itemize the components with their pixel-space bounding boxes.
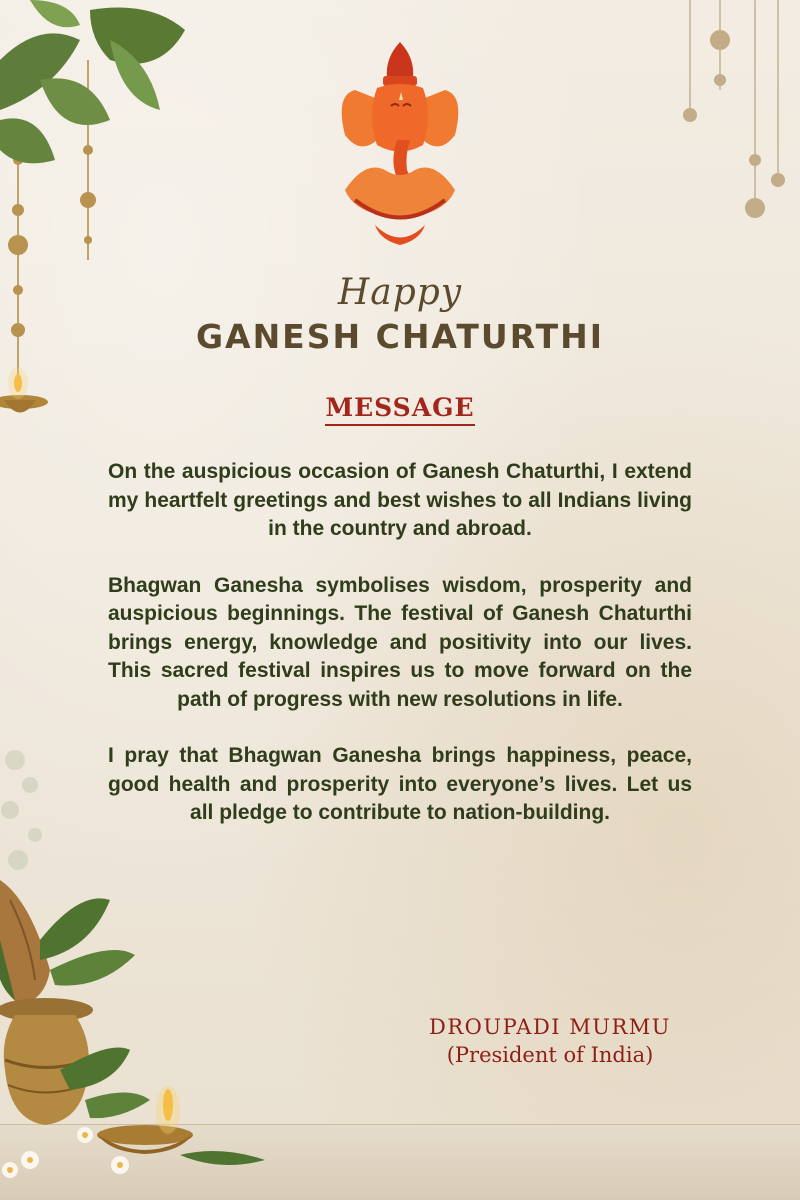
signature-name: DROUPADI MURMU — [429, 1015, 671, 1039]
hanging-ornaments-icon — [660, 0, 800, 240]
ganesha-icon — [325, 40, 475, 250]
leaves-decoration-icon — [0, 0, 200, 440]
message-heading-text: MESSAGE — [325, 393, 474, 426]
message-paragraph-2: Bhagwan Ganesha symbolises wisdom, prosperity and auspicious beginnings. The festival of Ganesh Chaturthi brings energy, knowledge and positivity into our lives. This sacred festival inspires us to move forward on the path of progress with new resolutions in life. — [108, 573, 692, 711]
signature-designation: (President of India) — [446, 1043, 654, 1067]
happy-script: Happy — [337, 272, 463, 313]
kalash-diya-decoration-icon — [0, 740, 290, 1200]
message-heading — [0, 393, 800, 422]
message-paragraph-3: I pray that Bhagwan Ganesha brings happiness, peace, good health and prosperity into everyone’s lives. Let us all pledge to contribute to nation-building. — [108, 744, 692, 824]
message-paragraph-1: On the auspicious occasion of Ganesh Chaturthi, I extend my heartfelt greetings and best wishes to all Indians living in the country and abroad. — [108, 460, 692, 540]
page-title: GANESH CHATURTHI — [195, 317, 605, 356]
